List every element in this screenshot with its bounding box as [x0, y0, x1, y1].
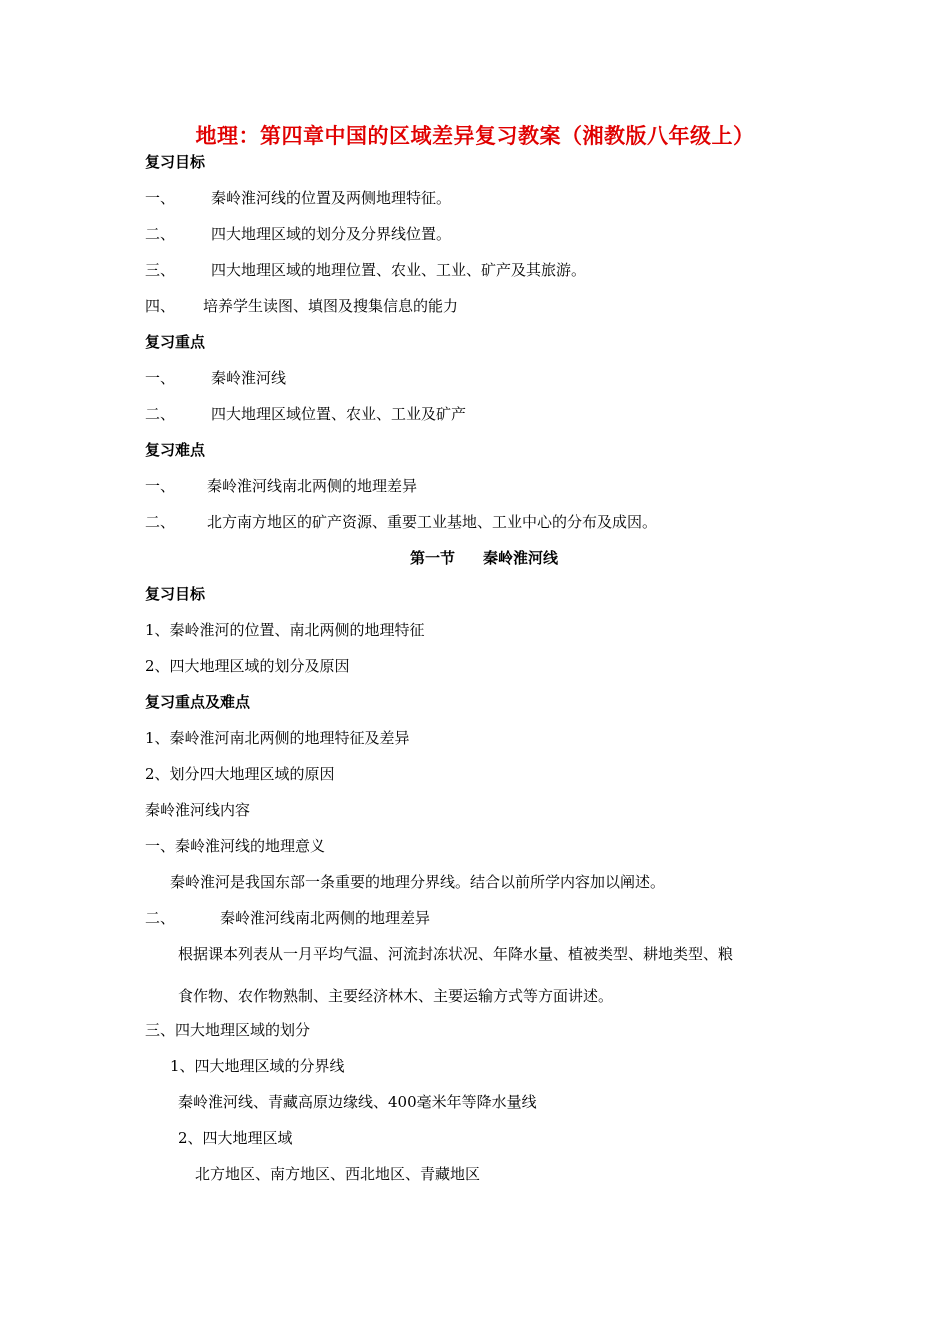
part1-text: 秦岭淮河是我国东部一条重要的地理分界线。结合以前所学内容加以阐述。 [170, 873, 666, 891]
part2-heading: 秦岭淮河线南北两侧的地理差异 [220, 909, 431, 927]
section-goal-item: 1、秦岭淮河的位置、南北两侧的地理特征 [145, 621, 425, 639]
section-goals-heading: 复习目标 [145, 585, 206, 603]
difficult-heading: 复习难点 [145, 441, 206, 459]
difficult-number: 一、 [145, 477, 176, 495]
part2-text: 根据课本列表从一月平均气温、河流封冻状况、年降水量、植被类型、耕地类型、粮 [178, 945, 734, 963]
key-heading: 复习重点 [145, 333, 206, 351]
key-text: 四大地理区域位置、农业、工业及矿产 [211, 405, 467, 423]
sub2-text: 北方地区、南方地区、西北地区、青藏地区 [195, 1165, 481, 1183]
part2-text: 食作物、农作物熟制、主要经济林木、主要运输方式等方面讲述。 [178, 987, 614, 1005]
section-key-item: 1、秦岭淮河南北两侧的地理特征及差异 [145, 729, 410, 747]
key-number: 二、 [145, 405, 176, 423]
section-key-item: 2、划分四大地理区域的原因 [145, 765, 335, 783]
section-number: 第一节 [410, 549, 456, 567]
part3-heading: 三、四大地理区域的划分 [145, 1021, 311, 1039]
key-number: 一、 [145, 369, 176, 387]
goal-text: 培养学生读图、填图及搜集信息的能力 [203, 297, 459, 315]
section-heading [410, 548, 558, 568]
content-heading: 秦岭淮河线内容 [145, 801, 251, 819]
goals-heading: 复习目标 [145, 153, 206, 171]
difficult-text: 北方南方地区的矿产资源、重要工业基地、工业中心的分布及成因。 [207, 513, 658, 531]
sub1-text: 秦岭淮河线、青藏高原边缘线、400毫米年等降水量线 [178, 1093, 537, 1111]
key-text: 秦岭淮河线 [211, 369, 287, 387]
goal-number: 三、 [145, 261, 176, 279]
section-title: 秦岭淮河线 [483, 549, 559, 567]
goal-number: 一、 [145, 189, 176, 207]
sub1-heading: 1、四大地理区域的分界线 [170, 1057, 345, 1075]
goal-text: 四大地理区域的划分及分界线位置。 [211, 225, 452, 243]
part2-number: 二、 [145, 909, 176, 927]
difficult-text: 秦岭淮河线南北两侧的地理差异 [207, 477, 418, 495]
goal-text: 四大地理区域的地理位置、农业、工业、矿产及其旅游。 [211, 261, 587, 279]
section-goal-item: 2、四大地理区域的划分及原因 [145, 657, 350, 675]
part1-heading: 一、秦岭淮河线的地理意义 [145, 837, 326, 855]
goal-number: 四、 [145, 297, 176, 315]
goal-number: 二、 [145, 225, 176, 243]
document-title: 地理：第四章中国的区域差异复习教案（湘教版八年级上） [195, 124, 755, 148]
difficult-number: 二、 [145, 513, 176, 531]
section-key-heading: 复习重点及难点 [145, 693, 251, 711]
sub2-heading: 2、四大地理区域 [178, 1129, 293, 1147]
goal-text: 秦岭淮河线的位置及两侧地理特征。 [211, 189, 452, 207]
